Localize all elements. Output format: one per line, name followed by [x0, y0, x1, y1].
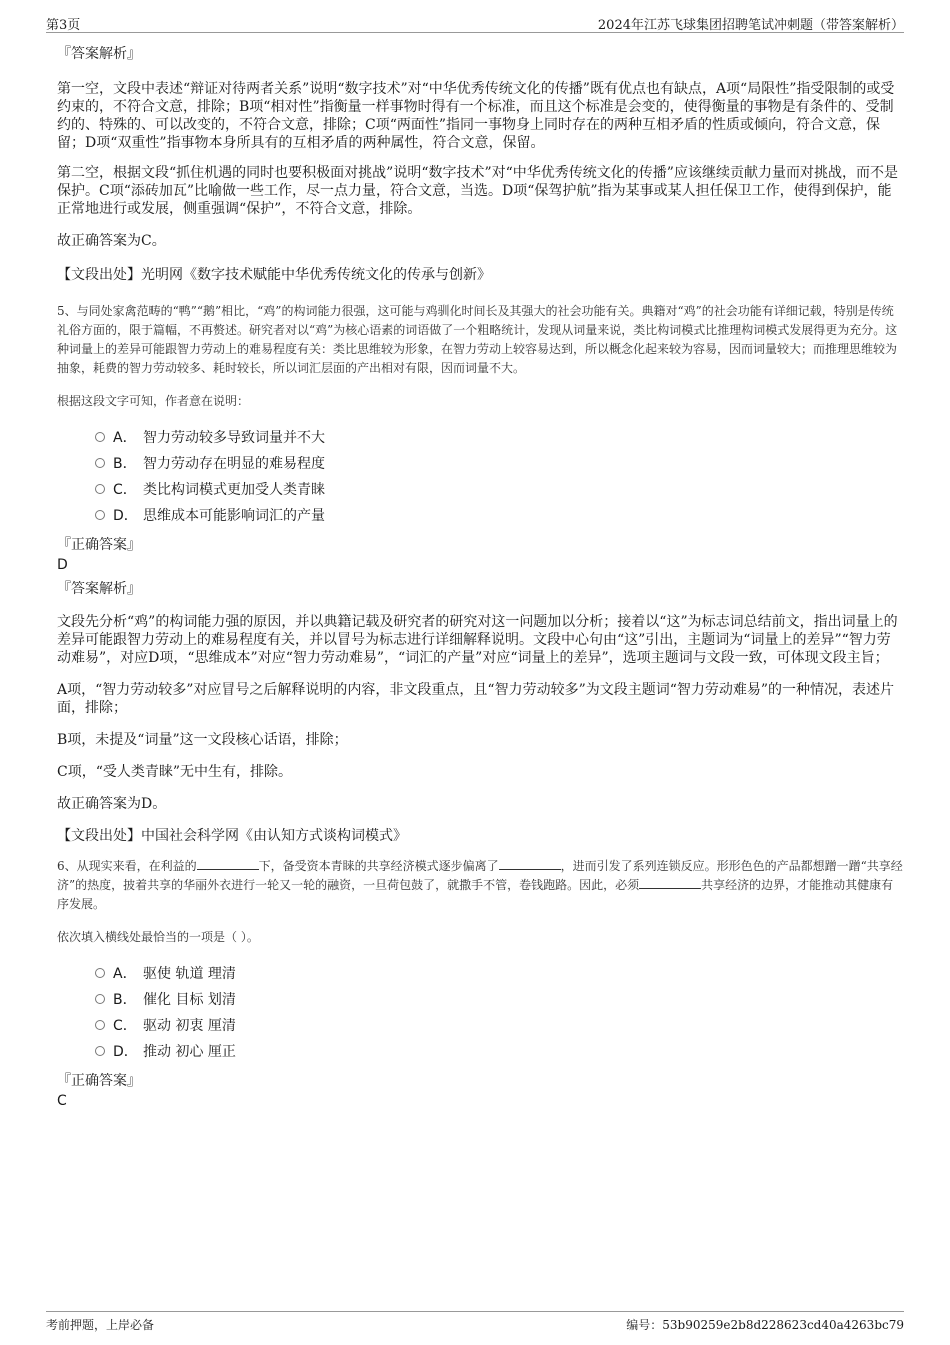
q5-conclusion: 故正确答案为D。: [57, 796, 167, 812]
q6-correct-label: 『正确答案』: [57, 1073, 141, 1089]
document-id: 编号：53b90259e2b8d228623cd40a4263bc79: [626, 1318, 904, 1332]
fill-blank: [197, 857, 259, 870]
radio-button-icon[interactable]: [95, 1020, 105, 1030]
q5-source: 【文段出处】中国社会科学网《由认知方式谈构词模式》: [57, 828, 407, 844]
q5-question: 根据这段文字可知，作者意在说明：: [57, 394, 250, 408]
fill-blank: [499, 857, 561, 870]
q5-option-b[interactable]: B． 智力劳动存在明显的难易程度: [95, 451, 904, 477]
footer-slogan: 考前押题，上岸必备: [46, 1318, 155, 1332]
radio-button-icon[interactable]: [95, 1046, 105, 1056]
q6-option-a[interactable]: A． 驱使 轨道 理清: [95, 961, 904, 987]
page-content: [57, 44, 904, 1111]
q5-correct-answer: D: [57, 557, 68, 573]
q6-correct-answer: C: [57, 1093, 67, 1109]
radio-button-icon[interactable]: [95, 968, 105, 978]
q5-option-a[interactable]: A． 智力劳动较多导致词量并不大: [95, 425, 904, 451]
q6-question: 依次填入横线处最恰当的一项是（ ）。: [57, 930, 259, 944]
q5-options: [95, 425, 904, 529]
q6-option-c[interactable]: C． 驱动 初衷 厘清: [95, 1013, 904, 1039]
q5-correct-label: 『正确答案』: [57, 537, 141, 553]
q6-option-d[interactable]: D． 推动 初心 厘正: [95, 1039, 904, 1065]
q5-analysis-label: 『答案解析』: [57, 581, 141, 597]
radio-button-icon[interactable]: [95, 432, 105, 442]
q4-analysis-para2: 第二空，根据文段“抓住机遇的同时也要积极面对挑战”说明“数字技术”对“中华优秀传统文化的传播”应该继续贡献力量而对挑战，而不是保护。C项“添砖加瓦”比喻做一些工作，尽一点力量，符合文意，当选。D项“保驾护航”指为某事或某人担任保卫工作，使得到保护，能正常地进行或发展，侧重强调“保护”，不符合文意，排除。: [57, 165, 898, 217]
q5-analysis-para1: 文段先分析“鸡”的构词能力强的原因，并以典籍记载及研究者的研究对这一问题加以分析；接着以“这”为标志词总结前文，指出词量上的差异可能跟智力劳动上的难易程度有关，并以冒号为标志进行详细解释说明。文段中心句由“这”引出，主题词为“词量上的差异”“智力劳动难易”，对应D项，“思维成本”对应“智力劳动难易”，“词汇的产量”对应“词量上的差异”，选项主题词与文段一致，可体现文段主旨；: [57, 614, 898, 666]
q5-option-c[interactable]: C． 类比构词模式更加受人类青睐: [95, 477, 904, 503]
q6-options: [95, 961, 904, 1065]
q4-analysis-label: 『答案解析』: [57, 46, 141, 62]
radio-button-icon[interactable]: [95, 994, 105, 1004]
q4-analysis-para1: 第一空，文段中表述“辩证对待两者关系”说明“数字技术”对“中华优秀传统文化的传播”既有优点也有缺点，A项“局限性”指受限制的或受约束的，不符合文意，排除；B项“相对性”指衡量一样事物时得有一个标准，而且这个标准是会变的，使得衡量的事物是有条件的、受制约的、特殊的、可以改变的，不符合文意，排除；C项“两面性”指同一事物身上同时存在的两种互相矛盾的性质或倾向，符合文意，保留；D项“双重性”指事物本身所具有的互相矛盾的两种属性，符合文意，保留。: [57, 81, 895, 151]
page-footer: [46, 1311, 904, 1336]
q4-source: 【文段出处】光明网《数字技术赋能中华优秀传统文化的传承与创新》: [57, 267, 491, 283]
radio-button-icon[interactable]: [95, 510, 105, 520]
fill-blank: [639, 876, 701, 889]
q5-analysis-para4: C项，“受人类青睐”无中生有，排除。: [57, 764, 293, 780]
radio-button-icon[interactable]: [95, 484, 105, 494]
document-title: 2024年江苏飞球集团招聘笔试冲刺题（带答案解析）: [597, 18, 904, 33]
q5-analysis-para2: A项，“智力劳动较多”对应冒号之后解释说明的内容，非文段重点，且“智力劳动较多”为文段主题词“智力劳动难易”的一种情况，表述片面，排除；: [57, 682, 895, 716]
q6-option-b[interactable]: B． 催化 目标 划清: [95, 987, 904, 1013]
q6-stem: 6、从现实来看，在利益的 下，备受资本青睐的共享经济模式逐步偏离了 ，进而引发了系列连锁反应。形形色色的产品都想蹭一蹭“共享经济”的热度，披着共享的华丽外衣进行一轮又一轮的融资，一旦荷包鼓了，就撒手不管，卷钱跑路。因此，必须 共享经济的边界，才能推动其健康有序发展。: [57, 859, 903, 911]
q5-stem: 5、与同处家禽范畴的“鸭”“鹅”相比，“鸡”的构词能力很强，这可能与鸡驯化时间长及其强大的社会功能有关。典籍对“鸡”的社会功能有详细记载，特别是传统礼俗方面的，限于篇幅，不再赘述。研究者对以“鸡”为核心语素的词语做了一个粗略统计，发现从词量来说，类比构词模式比推理构词模式发展得更为充分。这种词量上的差异可能跟智力劳动上的难易程度有关：类比思维较为形象，在智力劳动上较容易达到，所以概念化起来较为容易，因而词量较大；而推理思维较为抽象，耗费的智力劳动较多、耗时较长，所以词汇层面的产出相对有限，因而词量不大。: [57, 304, 898, 375]
q4-conclusion: 故正确答案为C。: [57, 233, 166, 249]
page-header: [46, 12, 904, 33]
radio-button-icon[interactable]: [95, 458, 105, 468]
q5-option-d[interactable]: D． 思维成本可能影响词汇的产量: [95, 503, 904, 529]
q5-analysis-para3: B项，未提及“词量”这一文段核心话语，排除；: [57, 732, 348, 748]
page-number: 第3页: [46, 18, 81, 33]
